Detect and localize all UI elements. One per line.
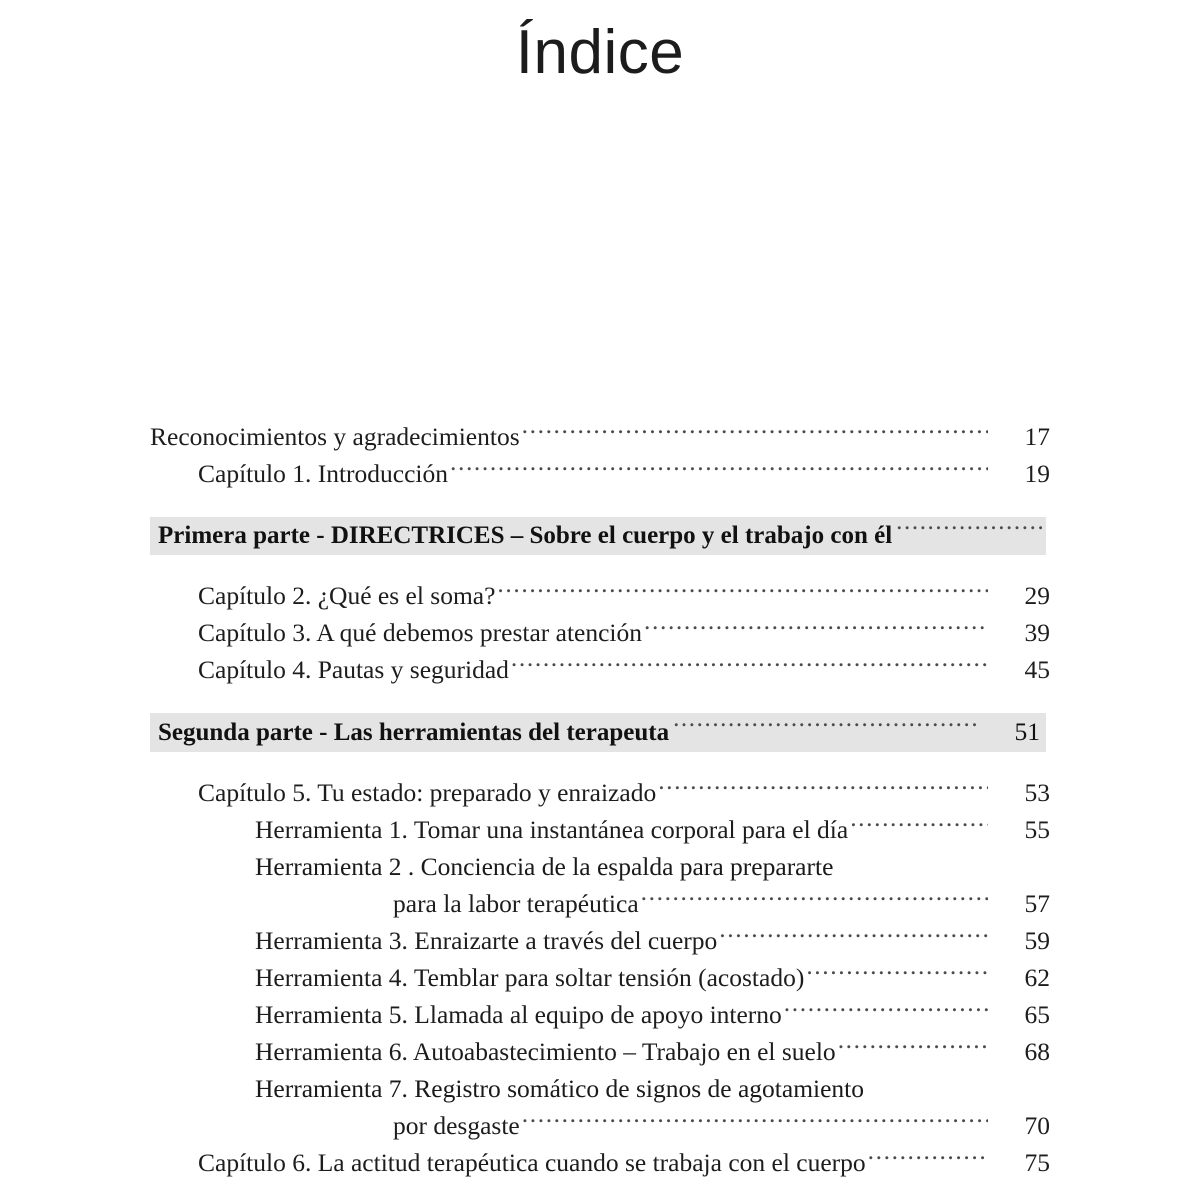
toc-entry-label: Capítulo 4. Pautas y seguridad [198, 655, 509, 684]
toc-entry-label: Herramienta 1. Tomar una instantánea corporal para el día [255, 815, 849, 844]
page-title: Índice [515, 17, 685, 87]
toc-entry[interactable] [150, 1033, 1050, 1070]
toc-entry-page-number: 19 [1024, 459, 1050, 488]
toc-entry[interactable] [150, 577, 1050, 614]
toc-entry-page-number: 65 [1024, 1000, 1050, 1029]
toc-entry-label-line2: para la labor terapéutica [393, 889, 639, 918]
dot-leader [838, 1035, 988, 1061]
toc-entry-label: Herramienta 3. Enraizarte a través del cuerpo [255, 926, 718, 955]
toc-part-label: Primera parte - DIRECTRICES – Sobre el cuerpo y el trabajo con él [158, 522, 893, 549]
dot-leader [522, 420, 988, 446]
toc-entry-page-number: 70 [1024, 1111, 1050, 1140]
dot-leader [522, 1109, 988, 1135]
toc-entry-label: Capítulo 1. Introducción [198, 459, 448, 488]
toc-entry-label: Capítulo 3. A qué debemos prestar atención [198, 618, 643, 647]
toc-entry-continuation [255, 1107, 1050, 1144]
toc-entry-page-number: 29 [1024, 581, 1050, 610]
toc-entry[interactable] [150, 848, 1050, 922]
toc-entry[interactable] [150, 996, 1050, 1033]
dot-leader [497, 579, 988, 605]
toc-entry[interactable] [150, 418, 1050, 455]
toc-entry-page-number: 62 [1024, 963, 1050, 992]
toc-entry[interactable] [150, 959, 1050, 996]
toc-entry-page-number: 53 [1024, 778, 1050, 807]
dot-leader [784, 998, 988, 1024]
toc-entry-label: Capítulo 6. La actitud terapéutica cuando se trabaja con el cuerpo [198, 1148, 866, 1177]
dot-leader [450, 457, 988, 483]
toc-part-label: Segunda parte - Las herramientas del terapeuta [158, 719, 670, 746]
dot-leader [806, 961, 988, 987]
toc-part-page-number: 51 [1014, 717, 1040, 746]
toc-entry-label: Herramienta 5. Llamada al equipo de apoyo interno [255, 1000, 782, 1029]
toc-entry[interactable] [150, 774, 1050, 811]
toc-entry-page-number: 45 [1024, 655, 1050, 684]
toc-entry-label-line1: Herramienta 7. Registro somático de signos de agotamiento [255, 1074, 865, 1103]
dot-leader [868, 1146, 988, 1172]
toc-entry-label: Reconocimientos y agradecimientos [150, 422, 520, 451]
toc-entry-label: Herramienta 4. Temblar para soltar tensión (acostado) [255, 963, 805, 992]
toc-entry[interactable] [150, 811, 1050, 848]
toc-entry[interactable] [150, 651, 1050, 688]
toc-entry-label: Capítulo 5. Tu estado: preparado y enraizado [198, 778, 657, 807]
toc-part-heading[interactable] [150, 713, 1046, 752]
dot-leader [719, 924, 988, 950]
dot-leader [673, 715, 978, 740]
dot-leader [641, 887, 988, 913]
toc-entry-page-number: 68 [1024, 1037, 1050, 1066]
toc-entry-page-number: 17 [1024, 422, 1050, 451]
dot-leader [896, 518, 1042, 543]
toc-entry-label-line2: por desgaste [393, 1111, 520, 1140]
toc-entry-page-number: 39 [1024, 618, 1050, 647]
table-of-contents [150, 418, 1050, 1181]
toc-entry-continuation [255, 885, 1050, 922]
toc-entry-label: Capítulo 2. ¿Qué es el soma? [198, 581, 496, 610]
toc-entry[interactable] [150, 1070, 1050, 1144]
dot-leader [850, 813, 988, 839]
toc-entry[interactable] [150, 1144, 1050, 1181]
toc-entry-label: Herramienta 6. Autoabastecimiento – Trabajo en el suelo [255, 1037, 836, 1066]
toc-entry-page-number: 59 [1024, 926, 1050, 955]
toc-entry[interactable] [150, 455, 1050, 492]
toc-entry-page-number: 75 [1024, 1148, 1050, 1177]
dot-leader [644, 616, 988, 642]
toc-entry-label-line1: Herramienta 2 . Conciencia de la espalda para prepararte [255, 852, 834, 881]
toc-part-heading[interactable] [150, 517, 1046, 555]
toc-entry-page-number: 55 [1024, 815, 1050, 844]
toc-entry[interactable] [150, 614, 1050, 651]
dot-leader [658, 776, 988, 802]
toc-entry-page-number: 57 [1024, 889, 1050, 918]
dot-leader [511, 653, 988, 679]
toc-entry[interactable] [150, 922, 1050, 959]
